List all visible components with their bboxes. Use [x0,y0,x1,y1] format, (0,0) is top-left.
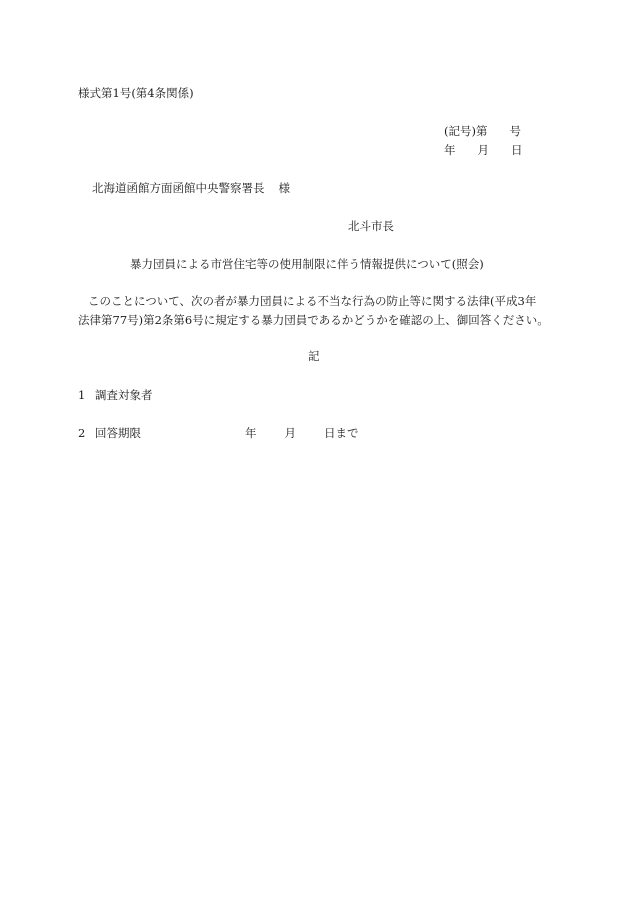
list-item [78,387,153,405]
addressee [92,180,290,198]
deadline-month: 月 [284,426,296,440]
item-number: 1 [78,388,86,402]
date-line [444,142,523,160]
item-label: 調査対象者 [95,388,153,402]
addressee-honorific: 様 [278,181,290,195]
reference-prefix: (記号)第 [444,124,488,138]
ki-heading: 記 [308,349,320,363]
reference-suffix: 号 [509,124,521,138]
date-month: 月 [477,143,489,157]
list-item [78,425,359,443]
reference-number-line [444,123,521,141]
addressee-name: 北海道函館方面函館中央警察署長 [92,181,265,195]
form-label: 様式第1号(第4条関係) [78,86,194,100]
deadline-year: 年 [245,426,257,440]
item-label: 回答期限 [95,426,141,440]
body-line-1: このことについて、次の者が暴力団員による不当な行為の防止等に関する法律(平成3年 [88,294,537,308]
item-number: 2 [78,426,86,440]
date-day: 日 [511,143,523,157]
body-paragraph [78,292,566,330]
date-year: 年 [444,143,456,157]
deadline-day-until: 日まで [324,426,359,440]
sender: 北斗市長 [348,219,394,233]
body-line-2: 法律第77号)第2条第6号に規定する暴力団員であるかどうかを確認の上、御回答ください。 [78,313,549,327]
subject-title: 暴力団員による市営住宅等の使用制限に伴う情報提供について(照会) [130,257,484,271]
